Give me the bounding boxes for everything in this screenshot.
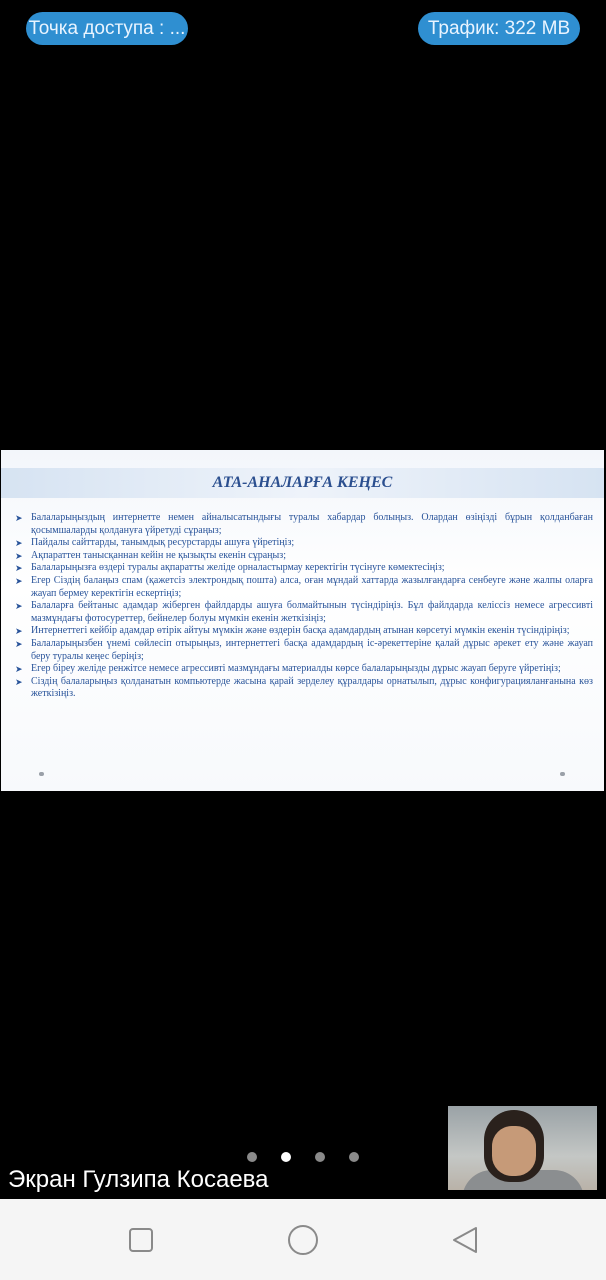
slide-bullet-text: Балаларыңызбен үнемі сөйлесіп отырыңыз, интернеттегі басқа адамдардың іс-әрекеттеріне қалай дұрыс әрекет ету және жауап беру туралы кеңес беріңіз;	[31, 637, 593, 662]
slide-bullet	[15, 512, 593, 537]
slide-bullet	[15, 663, 593, 676]
arrow-right-icon: ➤	[15, 638, 23, 649]
video-person-face	[492, 1126, 536, 1176]
back-button[interactable]	[445, 1220, 485, 1260]
slide-bullet	[15, 600, 593, 625]
slide-bullet-text: Интернеттегі кейбір адамдар өтірік айтуы мүмкін және өздерін басқа адамдардың атынан көрсетуі мүмкін екенін түсіндіріңіз;	[31, 625, 570, 637]
arrow-right-icon: ➤	[15, 676, 23, 687]
square-icon	[128, 1227, 154, 1253]
arrow-right-icon: ➤	[15, 563, 23, 574]
system-navigation-bar	[0, 1199, 606, 1280]
slide-bullet	[15, 575, 593, 600]
page-dot[interactable]	[247, 1152, 257, 1162]
page-dot[interactable]	[349, 1152, 359, 1162]
arrow-right-icon: ➤	[15, 550, 23, 561]
hotspot-label: Точка доступа : ...	[28, 17, 186, 39]
participant-video-thumbnail[interactable]	[448, 1106, 597, 1190]
slide-bullet	[15, 562, 593, 575]
hotspot-pill[interactable]	[26, 12, 188, 45]
slide-bullet	[15, 625, 593, 638]
slide-bullet-text: Балаларға бейтаныс адамдар жіберген файлдарды ашуға болмайтынын түсіндіріңіз. Бұл файлдарда келіссіз немесе агрессивті мазмұндағы фотосуреттер, бейнелер болуы мүмкін екенін жеткізіңіз;	[31, 600, 593, 624]
arrow-right-icon: ➤	[15, 601, 23, 612]
slide-bullet-text: Балаларыңыздың интернетте немен айналысатындығы туралы хабардар болыңыз. Олардан өзіңізді бұрын қолданбаған қосымшаларды қолдануға үйретуді сұраңыз;	[31, 512, 593, 536]
home-button[interactable]	[283, 1220, 323, 1260]
page-dot-active[interactable]	[281, 1152, 291, 1162]
slide-corner-mark	[560, 772, 565, 776]
recent-apps-button[interactable]	[121, 1220, 161, 1260]
arrow-right-icon: ➤	[15, 664, 23, 675]
traffic-pill[interactable]	[418, 12, 580, 45]
slide-title: АТА-АНАЛАРҒА КЕҢЕС	[212, 474, 393, 491]
slide-title-bar	[1, 468, 604, 498]
slide-corner-mark	[39, 772, 44, 776]
arrow-right-icon: ➤	[15, 575, 23, 586]
slide-bullet	[15, 676, 593, 701]
slide-bullet	[15, 638, 593, 663]
slide-bullet-text: Сіздің балаларыңыз қолданатын компьютерде жасына қарай зерделеу құралдары орнатылып, дұрыс конфигурацияланғанына көз жеткізіңіз.	[31, 675, 593, 700]
slide-bullet-text: Егер Сіздің балаңыз спам (қажетсіз электрондық пошта) алса, оған мұндай хаттарда жазылғандарға сенбеуге және жалпы оларға жауап бермеу керектігін ескертіңіз;	[31, 574, 593, 599]
slide-bullet-text: Балаларыңызға өздері туралы ақпаратты желіде орналастырмау керектігін түсінуге көмектесіңіз;	[31, 562, 445, 574]
triangle-back-icon	[450, 1225, 480, 1255]
slide-bullet-text: Егер біреу желіде ренжітсе немесе агрессивті мазмұндағы материалды көрсе балаларыңызды дұрыс жауап беруге үйретіңіз;	[31, 663, 561, 675]
traffic-label: Трафик: 322 MB	[427, 17, 571, 39]
arrow-right-icon: ➤	[15, 513, 23, 523]
page-indicator	[247, 1152, 359, 1162]
slide-bullet-text: Пайдалы сайттарды, танымдық ресурстарды ашуға үйретіңіз;	[31, 537, 295, 549]
shared-slide	[1, 450, 604, 791]
screen-share-label: Экран Гулзипа Косаева	[8, 1166, 269, 1193]
slide-bullet-text: Ақпараттен танысқаннан кейін не қызықты екенін сұраңыз;	[31, 549, 286, 561]
circle-icon	[286, 1223, 320, 1257]
slide-bullet-list	[15, 512, 593, 701]
page-dot[interactable]	[315, 1152, 325, 1162]
arrow-right-icon: ➤	[15, 626, 23, 637]
slide-bullet	[15, 537, 593, 550]
arrow-right-icon: ➤	[15, 538, 23, 549]
slide-bullet	[15, 550, 593, 563]
